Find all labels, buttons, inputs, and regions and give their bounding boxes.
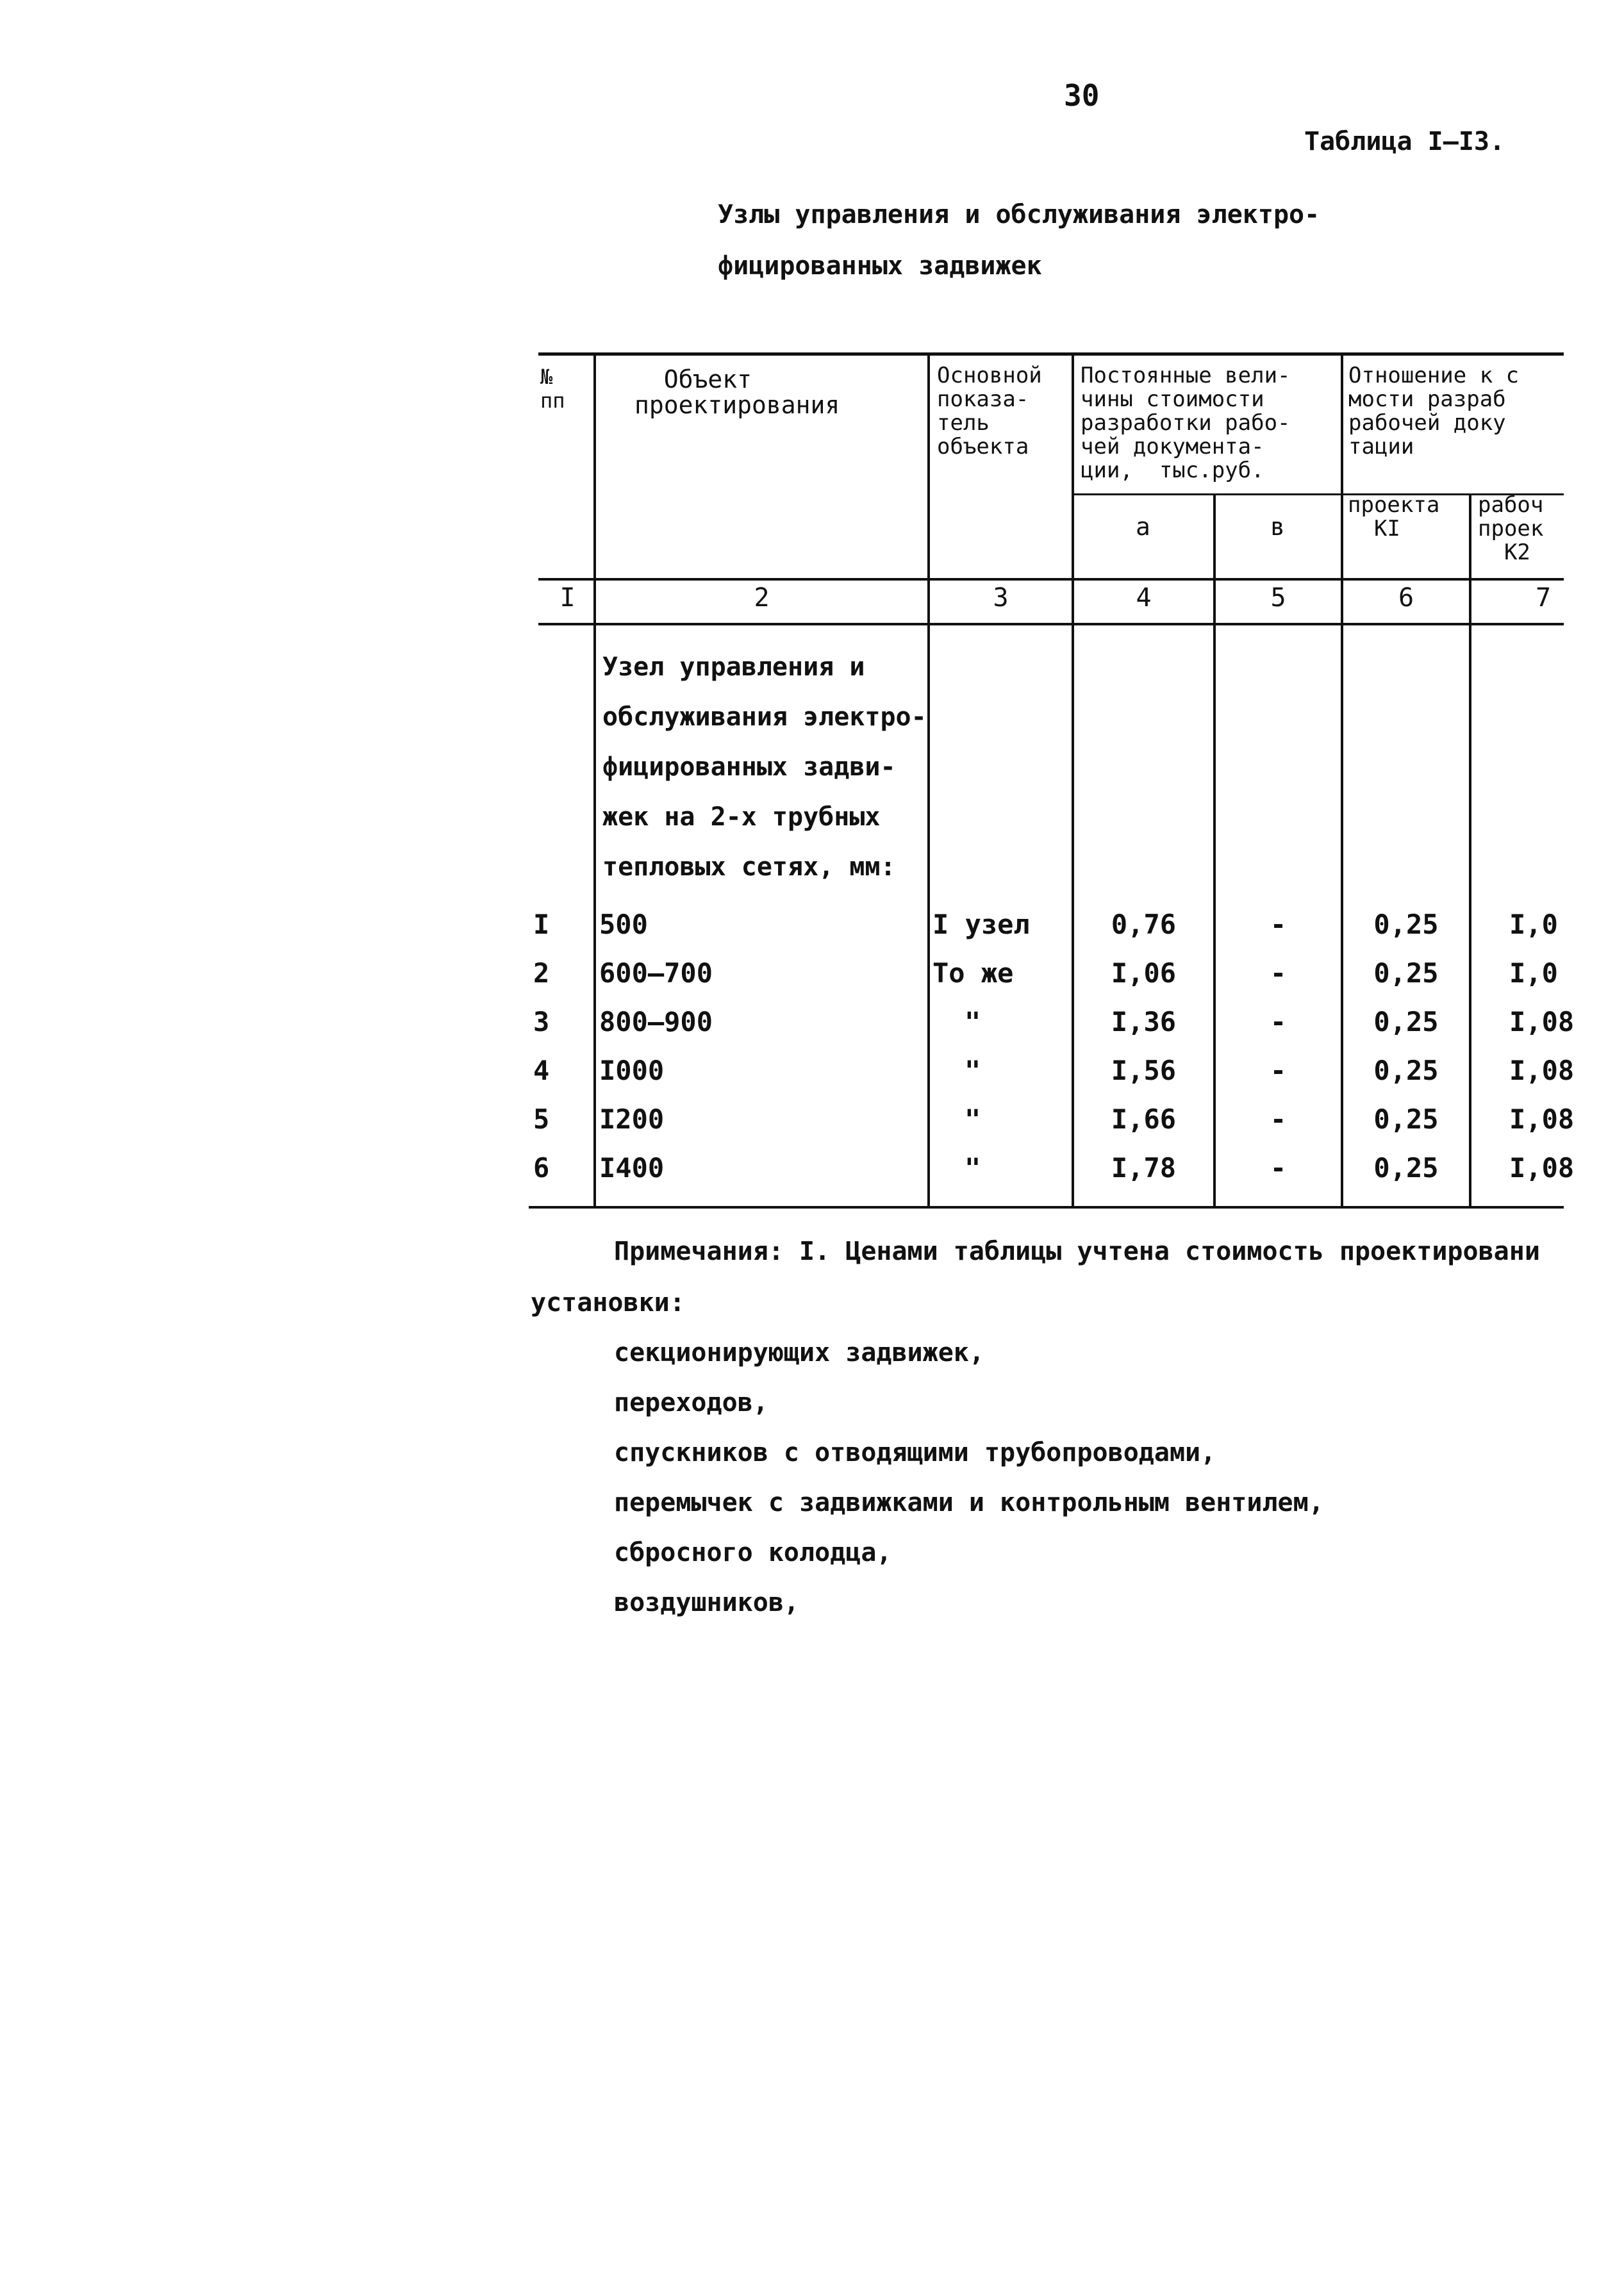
row-value-a: I,66	[1111, 1103, 1177, 1135]
notes-line-2: установки:	[531, 1288, 685, 1317]
note-list-item: секционирующих задвижек,	[614, 1338, 984, 1367]
row-value-k2: I,08	[1509, 1055, 1575, 1086]
row-number: 2	[533, 957, 550, 989]
table-label: Таблица I–I3.	[1304, 127, 1505, 156]
note-list-item: перемычек с задвижками и контрольным вентилем,	[614, 1488, 1324, 1517]
row-value-a: I,36	[1111, 1006, 1177, 1037]
note-list-item: переходов,	[614, 1388, 768, 1417]
column-number-2: 2	[754, 583, 770, 613]
table-top-border	[538, 352, 1564, 356]
row-value-k1: 0,25	[1373, 1152, 1439, 1184]
column-number-1: I	[559, 583, 576, 613]
table-bottom-border	[529, 1206, 1564, 1209]
header-indicator: Основной показа- тель объекта	[937, 363, 1042, 459]
row-indicator: "	[965, 1152, 981, 1184]
column-numbers-bottom-line	[538, 623, 1564, 625]
group-description-line: Узел управления и	[602, 652, 865, 682]
row-value-k2: I,08	[1509, 1006, 1575, 1037]
row-value-k1: 0,25	[1373, 957, 1439, 989]
row-number: 3	[533, 1006, 550, 1037]
row-value-b: -	[1270, 1152, 1287, 1184]
header-ratio: Отношение к с мости разраб рабочей доку тации	[1348, 363, 1520, 459]
row-value-k2: I,0	[1509, 909, 1558, 940]
row-indicator: "	[965, 1103, 981, 1135]
note-list-item: воздушников,	[614, 1588, 799, 1617]
row-value-b: -	[1270, 1103, 1287, 1135]
header-working-k2: рабоч проек K2	[1478, 492, 1544, 565]
header-constants: Постоянные вели- чины стоимости разработки рабо- чей документа- ции, тыс.руб.	[1081, 363, 1291, 483]
table-title-line-1: Узлы управления и обслуживания электро-	[718, 200, 1320, 229]
row-value-k1: 0,25	[1373, 1103, 1439, 1135]
note-list-item: сбросного колодца,	[614, 1538, 892, 1567]
column-divider-2	[927, 352, 930, 1206]
row-value-b: -	[1270, 1006, 1287, 1037]
notes-line-1: Примечания: I. Ценами таблицы учтена стоимость проектировани	[614, 1237, 1540, 1266]
row-value-b: -	[1270, 909, 1287, 940]
row-value-k2: I,0	[1509, 957, 1558, 989]
row-value-k1: 0,25	[1373, 1055, 1439, 1086]
row-value-b: -	[1270, 957, 1287, 989]
row-indicator: "	[965, 1006, 981, 1037]
header-project-k1: проекта KI	[1348, 492, 1440, 541]
row-number: 6	[533, 1152, 550, 1184]
column-number-7: 7	[1536, 583, 1552, 613]
page-number: 30	[1064, 78, 1100, 113]
row-value-a: I,56	[1111, 1055, 1177, 1086]
row-object: 600–700	[599, 957, 713, 989]
row-number: 5	[533, 1103, 550, 1135]
row-indicator: То же	[932, 957, 1014, 989]
row-value-a: I,06	[1111, 957, 1177, 989]
group-description-line: жек на 2-х трубных	[602, 802, 881, 832]
row-number: 4	[533, 1055, 550, 1086]
row-value-a: 0,76	[1111, 909, 1177, 940]
row-value-k2: I,08	[1509, 1103, 1575, 1135]
group-description-line: обслуживания электро-	[602, 702, 927, 732]
row-value-k2: I,08	[1509, 1152, 1575, 1184]
column-number-4: 4	[1136, 583, 1152, 613]
row-value-k1: 0,25	[1373, 1006, 1439, 1037]
header-object: Объект проектирования	[634, 365, 840, 419]
column-number-6: 6	[1398, 583, 1414, 613]
group-description-line: тепловых сетях, мм:	[602, 852, 896, 882]
row-object: 500	[599, 909, 648, 940]
column-divider-1	[593, 352, 596, 1206]
row-object: I000	[599, 1055, 665, 1086]
header-bottom-line	[538, 578, 1564, 581]
table-title-line-2: фицированных задвижек	[718, 251, 1042, 281]
header-number: № пп	[540, 365, 565, 413]
row-object: I200	[599, 1103, 665, 1135]
row-object: I400	[599, 1152, 665, 1184]
header-a: а	[1136, 513, 1150, 541]
note-list-item: спускников с отводящими трубопроводами,	[614, 1438, 1216, 1467]
row-value-a: I,78	[1111, 1152, 1177, 1184]
row-number: I	[533, 909, 550, 940]
column-number-3: 3	[993, 583, 1009, 613]
row-indicator: "	[965, 1055, 981, 1086]
group-description-line: фицированных задви-	[602, 752, 896, 782]
row-indicator: I узел	[932, 909, 1030, 940]
column-number-5: 5	[1270, 583, 1286, 613]
row-value-k1: 0,25	[1373, 909, 1439, 940]
row-value-b: -	[1270, 1055, 1287, 1086]
header-b: в	[1270, 513, 1285, 541]
row-object: 800–900	[599, 1006, 713, 1037]
